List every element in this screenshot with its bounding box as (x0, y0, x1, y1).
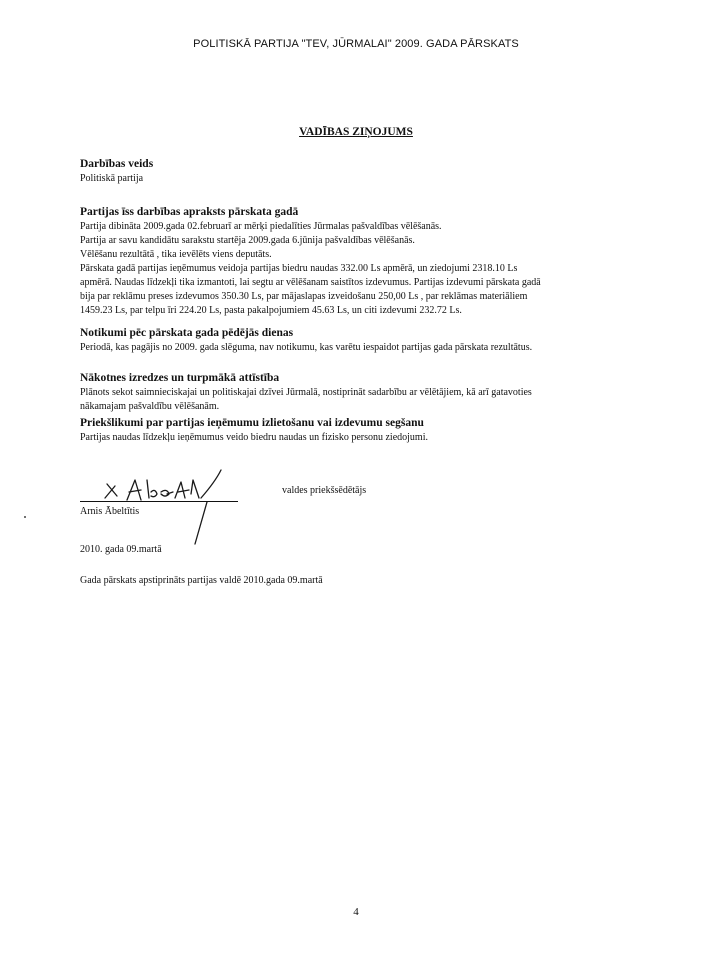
section-text: Partijas naudas līdzekļu ieņēmumus veido biedru naudas un fizisko personu ziedojumi. (80, 432, 428, 443)
section-heading-events-after: Notikumi pēc pārskata gada pēdējās dienas (80, 327, 294, 339)
signature-date: 2010. gada 09.martā (80, 544, 162, 555)
section-text: Politiskā partija (80, 173, 144, 184)
page-header: POLITISKĀ PARTIJA "TEV, JŪRMALAI" 2009. GADA PĀRSKATS (193, 38, 519, 50)
section-text: bija par reklāmu preses izdevumos 350.30 Ls, par mājaslapas izveidošanu 250,00 Ls , par reklāmas materiāliem (80, 291, 528, 302)
section-heading-activity-description: Partijas īss darbības apraksts pārskata gadā (80, 206, 299, 218)
section-heading-proposals: Priekšlikumi par partijas ieņēmumu izlietošanu vai izdevumu segšanu (80, 417, 424, 429)
section-heading-activity-type: Darbības veids (80, 158, 154, 170)
section-text: apmērā. Naudas līdzekļi tika izmantoti, lai segtu ar vēlēšanam saistītos izdevumus. Partijas izdevumi pārskata gadā (80, 277, 541, 288)
scan-speck (24, 516, 26, 518)
section-text: Partija dibināta 2009.gada 02.februarī ar mērķi piedalīties Jūrmalas pašvaldības vēlēšanās. (80, 221, 442, 232)
section-text: 1459.23 Ls, par telpu īri 224.20 Ls, pasta pakalpojumiem 45.63 Ls, un citi izdevumi 232.72 Ls. (80, 305, 462, 316)
section-text: Vēlēšanu rezultātā , tika ievēlēts viens deputāts. (80, 249, 272, 260)
section-heading-future-outlook: Nākotnes izredzes un turpmākā attīstība (80, 372, 280, 384)
signer-name: Arnis Ābeltītis (80, 506, 140, 517)
signer-role: valdes priekšsēdētājs (282, 485, 367, 496)
section-text: Pārskata gadā partijas ieņēmumus veidoja partijas biedru naudas 332.00 Ls apmērā, un ziedojumi 2318.10 Ls (80, 263, 518, 274)
approval-note: Gada pārskats apstiprināts partijas valdē 2010.gada 09.martā (80, 575, 323, 586)
section-text: nākamajam pašvaldību vēlēšanām. (80, 401, 220, 412)
report-title: VADĪBAS ZIŅOJUMS (299, 126, 413, 138)
signature-line (80, 501, 238, 502)
section-text: Plānots sekot saimnieciskajai un politiskajai dzīvei Jūrmalā, nostiprināt sadarbību ar vēlētājiem, kā arī gatavoties (80, 387, 532, 398)
section-text: Partija ar savu kandidātu sarakstu startēja 2009.gada 6.jūnija pašvaldības vēlēšanās. (80, 235, 415, 246)
page-number: 4 (353, 906, 359, 918)
section-text: Periodā, kas pagājis no 2009. gada slēguma, nav notikumu, kas varētu iespaidot partijas gada pārskata rezultātus. (80, 342, 533, 353)
